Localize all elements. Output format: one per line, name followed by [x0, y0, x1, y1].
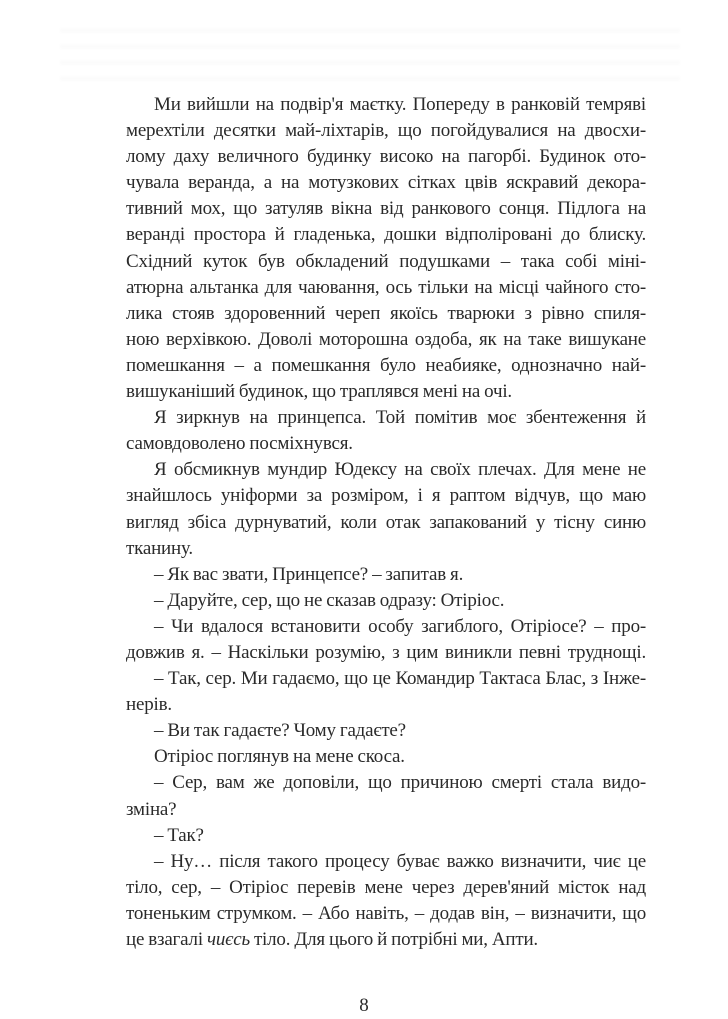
final-line-after: тіло. Для цього й потрібні ми, Апти.: [249, 929, 538, 950]
page-body: [126, 0, 646, 953]
text-line: Ми вийшли на подвір'я маєтку. Попереду в ранковій темряві: [154, 94, 646, 115]
final-line-before: це взагалі: [126, 929, 207, 950]
text-line: Отіріос поглянув на мене скоса.: [154, 746, 405, 768]
text-line: атюрна альтанка для чаювання, ось тільки на місці чайного сто-: [126, 276, 646, 298]
text-line: – Сер, вам же доповіли, що причиною смерті стала видо-: [154, 772, 646, 794]
text-line: Я обсмикнув мундир Юдексу на своїх плечах. Для мене не: [154, 459, 646, 481]
text-line: – Даруйте, сер, що не сказав одразу: Отіріос.: [154, 589, 505, 611]
text-line: вишуканіший будинок, що траплявся мені на очі.: [126, 381, 512, 403]
text-line: – Ну… після такого процесу буває важко визначити, чиє це: [154, 850, 646, 872]
text-line: знайшлось уніформи за розміром, і я раптом відчув, що маю: [126, 485, 646, 507]
text-line: тоненьким струмком. – Або навіть, – додав він, – визначити, що: [126, 902, 646, 924]
text-line: вигляд збіса дурнуватий, коли отак запакований у тісну синю: [126, 511, 646, 533]
final-line-italic: чиєсь: [206, 929, 250, 950]
text-line: – Так, сер. Ми гадаємо, що це Командир Тактаса Блас, з Інже-: [154, 668, 646, 690]
text-line: самовдоволено посміхнувся.: [126, 433, 353, 455]
text-line: чувала веранда, а на мотузкових сітках цвів яскравий декора-: [126, 172, 646, 194]
text-line: мерехтіли десятки май-ліхтарів, що погойдувалися на двосхи-: [126, 120, 646, 142]
text-line: тивний мох, що затуляв вікна від ранкового сонця. Підлога на: [126, 198, 646, 220]
text-line: веранді простора й гладенька, дошки відполіровані до блиску.: [126, 224, 646, 246]
page-number: 8: [359, 995, 369, 1017]
text-line: тканину.: [126, 537, 193, 559]
text-line: – Так?: [154, 824, 204, 846]
text-line: помешкання – а помешкання було неабияке, однозначно най-: [126, 354, 646, 376]
text-line: – Ви так гадаєте? Чому гадаєте?: [154, 720, 406, 742]
text-line: тіло, сер, – Отіріос перевів мене через дерев'яний місток над: [126, 876, 646, 898]
text-line: зміна?: [126, 798, 177, 820]
text-line: Східний куток був обкладений подушками – така собі міні-: [126, 250, 646, 272]
text-line: Я зиркнув на принцепса. Той помітив моє збентеження й: [154, 407, 646, 429]
text-line: лому даху величного будинку високо на пагорбі. Будинок ото-: [126, 146, 646, 168]
text-line: – Чи вдалося встановити особу загиблого, Отіріосе? – про-: [154, 615, 646, 637]
text-line: нерів.: [126, 694, 172, 716]
text-line: ною верхівкою. Доволі моторошна оздоба, як на таке вишукане: [126, 328, 646, 350]
text-line-final: [126, 927, 646, 953]
text-line: лика стояв здоровенний череп якоїсь тварюки з рівно спиля-: [126, 302, 646, 324]
text-line: довжив я. – Наскільки розумію, з цим виникли певні труднощі.: [126, 641, 646, 663]
text-line: – Як вас звати, Принцепсе? – запитав я.: [154, 563, 464, 585]
